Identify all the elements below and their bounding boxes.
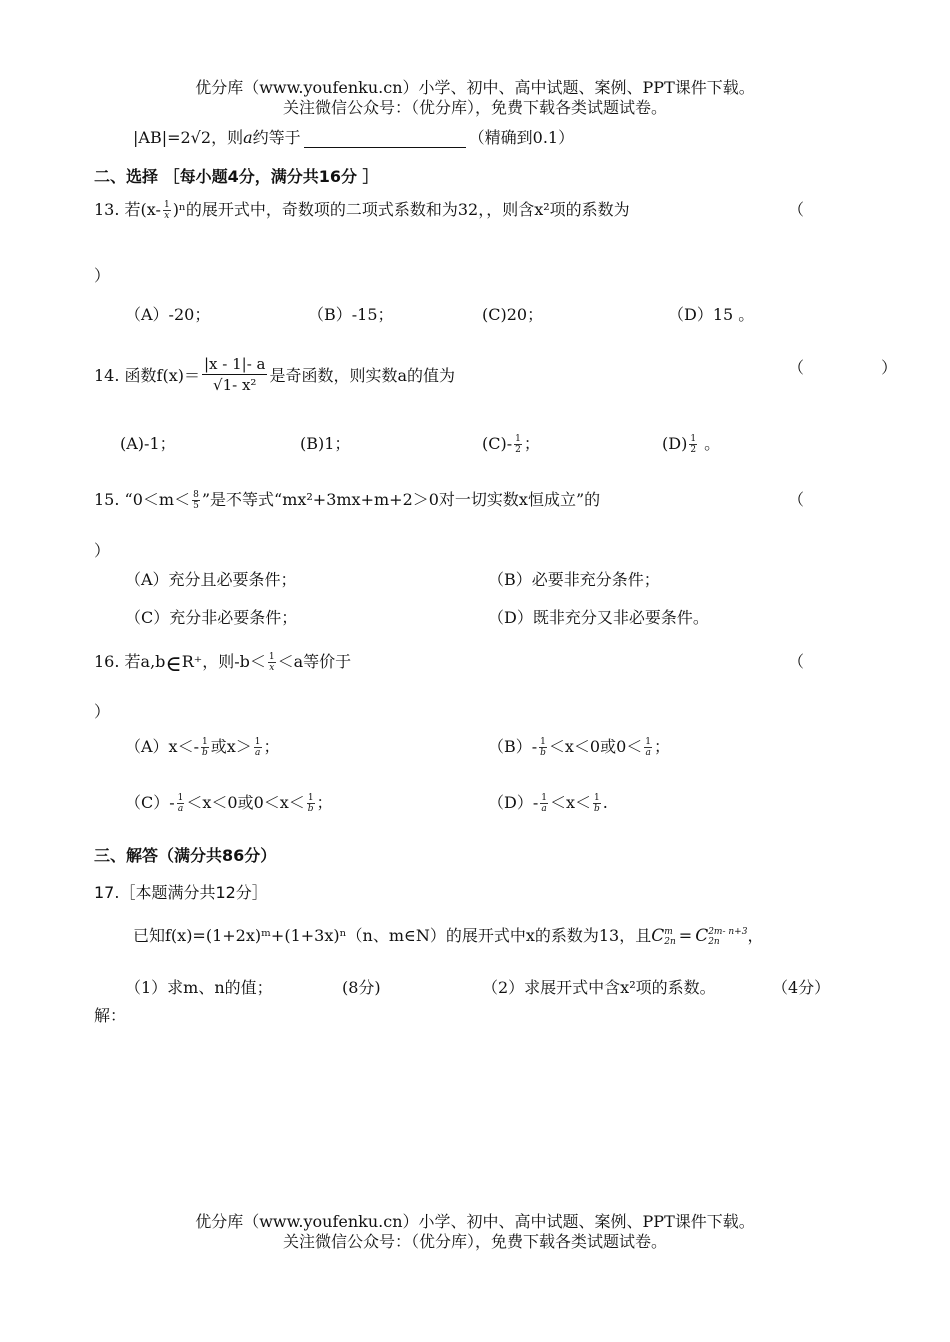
q15-option-c: （C）充分非必要条件； [125,608,298,627]
q13-fraction [163,200,171,221]
q14-frac-den: √1- x² [213,376,257,394]
q17-stem [133,926,763,947]
q16-frac-num: 1 [268,652,275,662]
q15-fraction [192,490,200,511]
q15-option-d: （D）既非充分又非必要条件。 [488,608,709,627]
q16-b-frac-1-den: b [540,748,546,758]
q16-b-mid: ＜x＜0或0＜ [548,737,643,756]
q17-part-2: （2）求展开式中含x²项的系数。 [482,978,716,997]
q17-c1-sub: 2n [664,936,676,947]
q14-option-c [482,434,540,455]
q15-frac-num: 8 [193,490,199,500]
q14-option-c-frac [514,434,522,455]
q16-c-frac-1 [177,793,185,814]
q16-c-frac-2 [307,793,315,814]
q16-option-a [125,737,280,758]
q15-pre: “0＜m＜ [124,490,191,509]
q14-option-d-pre: (D) [662,434,688,453]
q16-d-frac-1 [540,793,548,814]
q14-option-c-post: ； [523,434,540,453]
q15-option-b: （B）必要非充分条件； [488,570,660,589]
q17-part-1-score: (8分) [342,978,381,997]
q14-post: 是奇函数，则实数a的值为 [269,366,456,385]
q14-paren: （ ） [788,358,934,377]
q16-option-c [125,793,333,814]
q16-a-frac-2 [254,737,262,758]
q15-post: ”是不等式“mx²+3mx+m+2＞0对一切实数x恒成立”的 [201,490,601,509]
q17-combination-1: C [651,926,665,946]
q17-combination-1-indices [664,927,676,947]
q14-option-d [662,434,720,455]
q14-number: 14. [94,366,120,385]
q13-pre: 若(x- [124,200,161,219]
q15-stem [94,490,600,511]
q16-d-post: . [602,793,608,812]
q12-abs-label: |AB|= [133,128,181,147]
q12-post: 约等于 [252,128,301,147]
q16-pre: 若a,b [124,652,166,671]
q17-combination-2-indices [708,927,747,947]
q16-c-mid: ＜x＜0或0＜x＜ [186,793,305,812]
q12-mid: ，则 [211,128,244,147]
q16-d-pre: （D）- [488,793,539,812]
q16-a-pre: （A）x＜- [125,737,199,756]
q14-option-c-pre: (C)- [482,434,513,453]
q16-d-frac-1-den: a [541,804,547,814]
q12-root: 2√2 [180,128,212,147]
q17-tail: ， [747,926,764,945]
q16-a-frac-2-den: a [254,748,261,758]
section-3-title: 三、解答（满分共86分） [94,846,277,865]
q16-b-frac-2-num: 1 [645,737,652,747]
footer-line-1: 优分库（www.youfenku.cn）小学、初中、高中试题、案例、PPT课件下载。 [195,1212,755,1231]
q14-option-b: (B)1； [300,434,351,453]
q16-c-frac-2-den: b [307,804,314,814]
q16-a-post: ； [263,737,280,756]
q16-number: 16. [94,652,120,671]
q17-text: 已知f(x)=(1+2x)ᵐ+(1+3x)ⁿ（n、m∈N）的展开式中x的系数为13，且 [133,926,652,945]
q16-paren-close: ） [94,702,111,721]
q16-d-frac-2-num: 1 [594,793,600,803]
q17-title: 17.［本题满分共12分］ [94,883,268,902]
q14-option-d-post: 。 [699,434,721,453]
q15-paren-close: ） [94,541,111,560]
q17-c2-sup: 2m- n+3 [708,926,748,937]
q13-stem [94,200,630,221]
q13-option-d: （D）15 。 [668,305,755,324]
header-line-1: 优分库（www.youfenku.cn）小学、初中、高中试题、案例、PPT课件下载。 [195,78,755,97]
q16-d-frac-2-den: b [594,804,600,814]
q13-frac-den: x [164,211,170,221]
q15-frac-den: 5 [193,501,199,511]
q14-frac-num: |x - 1|- a [203,355,266,373]
q15-option-a: （A）充分且必要条件； [125,570,297,589]
q13-paren-open: （ [788,200,805,219]
q16-d-mid: ＜x＜ [549,793,592,812]
q17-c2-sub: 2n [708,936,720,947]
q16-option-d [488,793,608,814]
q16-set: R⁺，则-b＜ [181,652,266,671]
q13-option-a: （A）-20； [125,305,211,324]
q14-pre: 函数f(x)＝ [124,366,200,385]
q13-paren-close: ） [94,266,111,285]
q13-option-c: (C)20； [482,305,544,324]
q14-d-num: 1 [690,434,697,444]
q17-combination-2: C [695,926,709,946]
footer-line-2: 关注微信公众号：（优分库），免费下载各类试题试卷。 [282,1232,667,1251]
q16-c-frac-2-num: 1 [307,793,314,803]
q12-var: a [243,128,253,147]
q15-number: 15. [94,490,120,509]
q16-fraction [268,652,276,673]
q16-c-pre: （C）- [125,793,175,812]
q16-frac-den: x [269,663,275,673]
header-line-2: 关注微信公众号：（优分库），免费下载各类试题试卷。 [282,98,667,117]
q15-paren-open: （ [788,490,805,509]
q16-d-frac-2 [593,793,601,814]
q14-d-den: 2 [690,445,697,455]
q14-c-num: 1 [515,434,521,444]
q13-number: 13. [94,200,120,219]
q14-option-a: (A)-1； [120,434,176,453]
q12-note: （精确到0.1） [468,128,575,147]
q16-b-frac-1-num: 1 [540,737,546,747]
q17-answer-label: 解： [94,1006,127,1025]
q13-option-b: （B）-15； [308,305,394,324]
q13-post: )ⁿ的展开式中，奇数项的二项式系数和为32，，则含x²项的系数为 [172,200,630,219]
q17-equals: = [678,926,693,945]
q12-tail [133,128,574,148]
q16-a-frac-1-num: 1 [202,737,208,747]
q16-c-post: ； [316,793,333,812]
q16-post: ＜a等价于 [277,652,352,671]
q16-a-frac-2-num: 1 [254,737,261,747]
q16-c-frac-1-num: 1 [177,793,184,803]
q16-b-pre: （B）- [488,737,538,756]
q16-paren-open: （ [788,652,805,671]
q16-c-frac-1-den: a [177,804,184,814]
q16-a-mid: 或x＞ [210,737,252,756]
q13-frac-num: 1 [163,200,170,210]
q16-b-frac-2 [644,737,652,758]
q17-part-2-score: （4分） [772,978,831,997]
q14-option-d-frac [689,434,697,455]
section-2-title: 二、选择 ［每小题4分，满分共16分 ］ [94,167,379,186]
q16-element-of: ∈ [165,652,182,677]
answer-blank [304,131,466,148]
q17-part-1: （1）求m、n的值； [125,978,273,997]
q14-fraction [202,354,268,395]
q14-c-den: 2 [515,445,521,455]
q14-stem [94,355,456,395]
q16-b-frac-2-den: a [645,748,651,758]
q16-option-b [488,737,670,758]
q16-a-frac-1-den: b [201,748,208,758]
q16-a-frac-1 [201,737,209,758]
q16-d-frac-1-num: 1 [541,793,547,803]
q16-b-frac-1 [539,737,547,758]
q16-stem [94,652,351,675]
q16-b-post: ； [654,737,671,756]
q17-c1-sup: m [664,926,673,937]
